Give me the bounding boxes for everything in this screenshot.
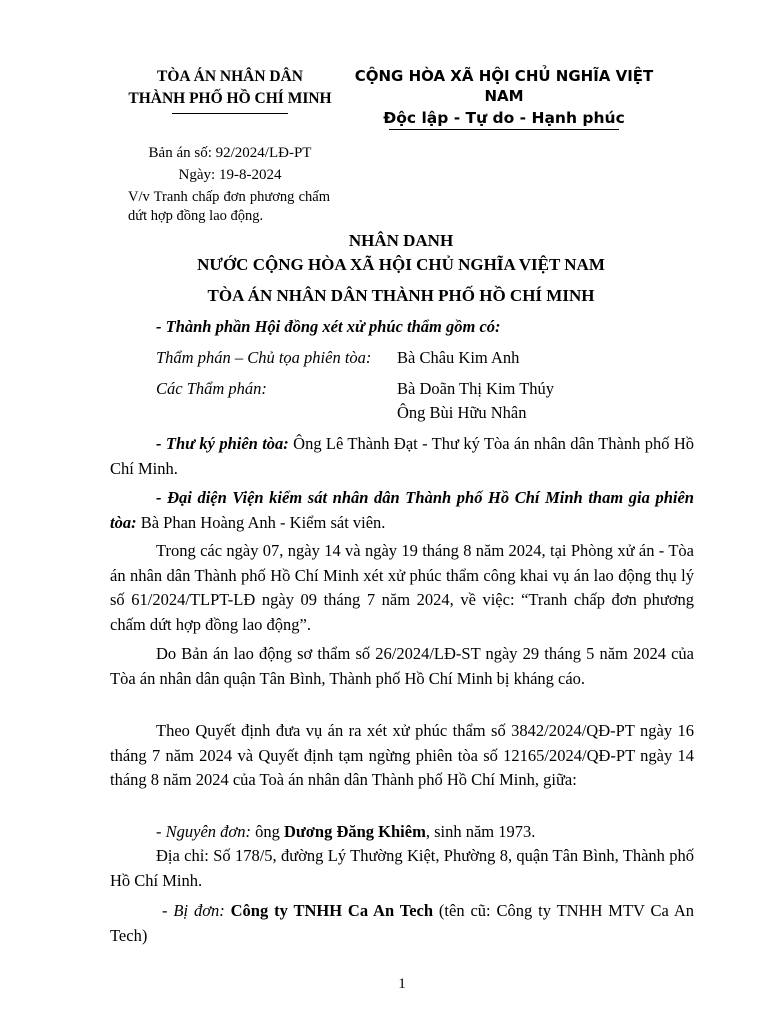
nation-name-line2: NAM bbox=[484, 87, 524, 105]
judge-name-2: Ông Bùi Hữu Nhân bbox=[397, 403, 527, 422]
defendant-label: Bị đơn: bbox=[173, 901, 225, 920]
paragraph-trial-dates: Trong các ngày 07, ngày 14 và ngày 19 tháng 8 năm 2024, tại Phòng xử án - Tòa án nhân dân Thành phố Hồ Chí Minh xét xử phúc thẩm công khai vụ án lao động thụ lý số 61/2024/TLPT-LĐ ngày 09 tháng 7 năm 2024, về việc: “Tranh chấp đơn phương chấm dứt hợp đồng lao động”. bbox=[110, 541, 694, 634]
procuracy-text: Bà Phan Hoàng Anh - Kiểm sát viên. bbox=[136, 512, 386, 532]
national-motto: Độc lập - Tự do - Hạnh phúc bbox=[383, 109, 625, 127]
paragraph-decisions: Theo Quyết định đưa vụ án ra xét xử phúc thẩm số 3842/2024/QĐ-PT ngày 16 tháng 7 năm 2024 và Quyết định tạm ngừng phiên tòa số 12165/2024/QĐ-PT ngày 14 tháng 8 năm 2024 của Toà án nhân dân Thành phố Hồ Chí Minh, giữa: bbox=[110, 721, 694, 789]
procuracy-label: - Đại diện Viện kiểm sát nhân dân Thành phố Hồ Chí Minh tham gia phiên tòa: bbox=[110, 488, 694, 532]
page-number: 1 bbox=[398, 976, 406, 992]
procuracy-paragraph bbox=[110, 486, 694, 535]
defendant-suffix: (tên cũ: Công ty TNHH MTV Ca An Tech) bbox=[110, 901, 694, 945]
presiding-judge-name: Bà Châu Kim Anh bbox=[397, 348, 520, 367]
plaintiff-line bbox=[110, 820, 694, 845]
plaintiff-address: Địa chỉ: Số 178/5, đường Lý Thường Kiệt, Phường 8, quận Tân Bình, Thành phố Hồ Chí Minh. bbox=[110, 846, 694, 890]
defendant-prefix: - bbox=[162, 901, 174, 920]
clerk-paragraph bbox=[110, 432, 694, 481]
plaintiff-title: ông bbox=[250, 822, 284, 841]
plaintiff-prefix: - bbox=[156, 822, 166, 841]
defendant-name: Công ty TNHH Ca An Tech bbox=[224, 901, 434, 920]
case-subject: V/v Tranh chấp đơn phương chấm dứt hợp đồng lao động. bbox=[128, 189, 330, 224]
presiding-judge-label: Thẩm phán – Chủ tọa phiên tòa: bbox=[156, 348, 372, 367]
heading-nation: NƯỚC CỘNG HÒA XÃ HỘI CHỦ NGHĨA VIỆT NAM bbox=[197, 255, 605, 274]
heading-in-the-name: NHÂN DANH bbox=[348, 231, 454, 250]
motto-rule bbox=[389, 129, 619, 130]
clerk-label: - Thư ký phiên tòa: bbox=[156, 434, 289, 453]
paragraph-first-instance: Do Bản án lao động sơ thẩm số 26/2024/LĐ-ST ngày 29 tháng 5 năm 2024 của Tòa án nhân dân quận Tân Bình, Thành phố Hồ Chí Minh bị kháng cáo. bbox=[110, 644, 694, 688]
plaintiff-name: Dương Đăng Khiêm bbox=[283, 822, 426, 841]
court-header-rule bbox=[172, 113, 288, 114]
judgment-date: Ngày: 19-8-2024 bbox=[178, 167, 282, 183]
judgment-number: Bản án số: 92/2024/LĐ-PT bbox=[148, 145, 312, 161]
court-name-line1: TÒA ÁN NHÂN DÂN bbox=[157, 68, 303, 85]
judges-label: Các Thẩm phán: bbox=[156, 379, 267, 398]
judge-name-1: Bà Doãn Thị Kim Thúy bbox=[397, 379, 555, 398]
national-header bbox=[348, 66, 660, 129]
heading-court: TÒA ÁN NHÂN DÂN THÀNH PHỐ HỒ CHÍ MINH bbox=[207, 286, 595, 305]
nation-name-line1: CỘNG HÒA XÃ HỘI CHỦ NGHĨA VIỆT bbox=[354, 67, 654, 85]
panel-title: - Thành phần Hội đồng xét xử phúc thẩm gồm có: bbox=[156, 317, 501, 336]
clerk-text: Ông Lê Thành Đạt - Thư ký Tòa án nhân dân Thành phố Hồ Chí Minh. bbox=[110, 434, 694, 478]
plaintiff-suffix: , sinh năm 1973. bbox=[425, 822, 536, 841]
plaintiff-label: Nguyên đơn: bbox=[165, 822, 251, 841]
court-header bbox=[100, 66, 360, 110]
court-name-line2: THÀNH PHỐ HỒ CHÍ MINH bbox=[128, 90, 332, 107]
defendant-line bbox=[110, 899, 694, 948]
